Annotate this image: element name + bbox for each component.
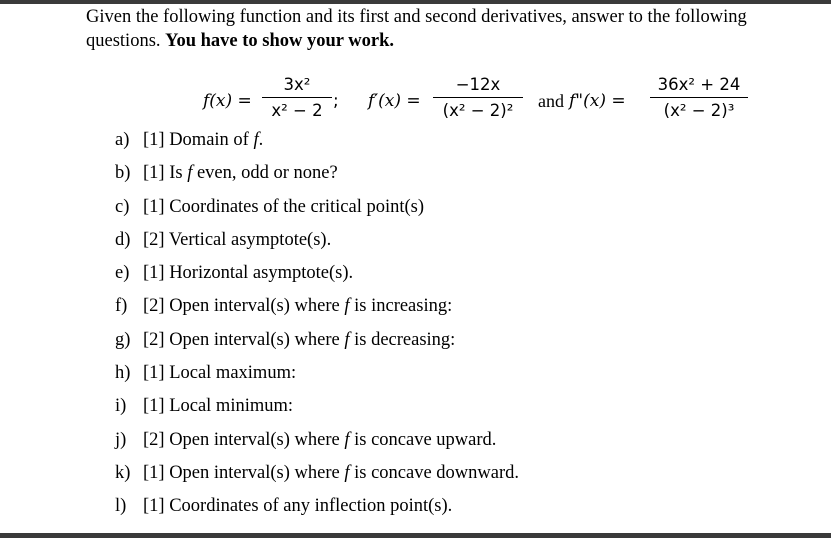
item-label: h) bbox=[115, 363, 131, 384]
fprime-numerator: −12x bbox=[455, 75, 501, 94]
f-numerator: 3x² bbox=[283, 75, 311, 94]
item-label: f) bbox=[115, 296, 128, 317]
item-text-end: is decreasing: bbox=[349, 329, 456, 350]
item-function: f bbox=[187, 163, 193, 184]
f-fraction-bar bbox=[262, 97, 332, 98]
fprime-denominator: (x² − 2)² bbox=[442, 101, 514, 120]
list-item bbox=[115, 427, 519, 460]
item-text-end: is concave upward. bbox=[349, 429, 497, 450]
instructions-text: Given the following function and its first and second derivatives, answer to the following questions. bbox=[86, 7, 747, 51]
item-function: f bbox=[253, 130, 259, 150]
f-fraction bbox=[262, 74, 332, 122]
top-border bbox=[0, 0, 831, 4]
item-text: [1] Open interval(s) where bbox=[143, 462, 345, 483]
list-item bbox=[115, 260, 519, 293]
item-label: e) bbox=[115, 263, 130, 284]
item-text: [2] Vertical asymptote(s). bbox=[143, 229, 332, 250]
list-item bbox=[115, 160, 519, 193]
item-label: d) bbox=[115, 229, 131, 250]
list-item bbox=[115, 393, 519, 426]
and-word: and bbox=[538, 91, 564, 111]
fprime-fraction bbox=[433, 74, 523, 122]
item-function: f bbox=[344, 296, 350, 317]
item-label: a) bbox=[115, 130, 130, 150]
item-text: [1] Local minimum: bbox=[143, 396, 294, 417]
item-text: [1] Local maximum: bbox=[143, 363, 297, 384]
item-label: j) bbox=[115, 429, 127, 450]
instructions-bold: You have to show your work. bbox=[165, 31, 395, 51]
item-text-end: is concave downward. bbox=[349, 462, 520, 483]
item-text-end: even, odd or none? bbox=[192, 163, 338, 184]
f-separator: ; bbox=[333, 91, 339, 111]
fdoubleprime-fraction-bar bbox=[650, 97, 748, 98]
list-item bbox=[115, 460, 519, 493]
question-list bbox=[115, 127, 519, 527]
item-label: b) bbox=[115, 163, 131, 184]
item-text: [1] Horizontal asymptote(s). bbox=[143, 263, 354, 284]
item-label: l) bbox=[115, 496, 127, 517]
item-label: c) bbox=[115, 196, 130, 217]
f-denominator: x² − 2 bbox=[271, 101, 323, 120]
item-function: f bbox=[344, 462, 350, 483]
fdoubleprime-numerator: 36x² + 24 bbox=[657, 75, 741, 94]
list-item bbox=[115, 360, 519, 393]
f-lhs: f(x) = bbox=[203, 91, 252, 111]
list-item bbox=[115, 227, 519, 260]
item-label: g) bbox=[115, 329, 131, 350]
item-label: i) bbox=[115, 396, 127, 417]
list-item bbox=[115, 327, 519, 360]
fprime-fraction-bar bbox=[433, 97, 523, 98]
list-item bbox=[115, 293, 519, 326]
instructions bbox=[86, 5, 806, 53]
fdoubleprime-lhs: f"(x) = bbox=[569, 91, 626, 111]
bottom-border bbox=[0, 533, 831, 538]
list-item bbox=[115, 127, 519, 160]
item-text-end: . bbox=[258, 130, 264, 150]
item-label: k) bbox=[115, 462, 131, 483]
item-text: [1] Is bbox=[143, 163, 188, 184]
item-function: f bbox=[344, 429, 350, 450]
list-item bbox=[115, 493, 519, 526]
item-text: [2] Open interval(s) where bbox=[143, 329, 345, 350]
item-text: [1] Domain of bbox=[143, 130, 254, 150]
fdoubleprime-fraction bbox=[650, 74, 748, 122]
fdoubleprime-denominator: (x² − 2)³ bbox=[663, 101, 735, 120]
item-text: [1] Coordinates of the critical point(s) bbox=[143, 196, 425, 217]
item-text: [1] Coordinates of any inflection point(s). bbox=[143, 496, 453, 517]
list-item bbox=[115, 194, 519, 227]
fprime-lhs: f′(x) = bbox=[368, 91, 421, 111]
item-text: [2] Open interval(s) where bbox=[143, 429, 345, 450]
item-text: [2] Open interval(s) where bbox=[143, 296, 345, 317]
item-function: f bbox=[344, 329, 350, 350]
function-definitions bbox=[0, 72, 831, 130]
item-text-end: is increasing: bbox=[349, 296, 453, 317]
